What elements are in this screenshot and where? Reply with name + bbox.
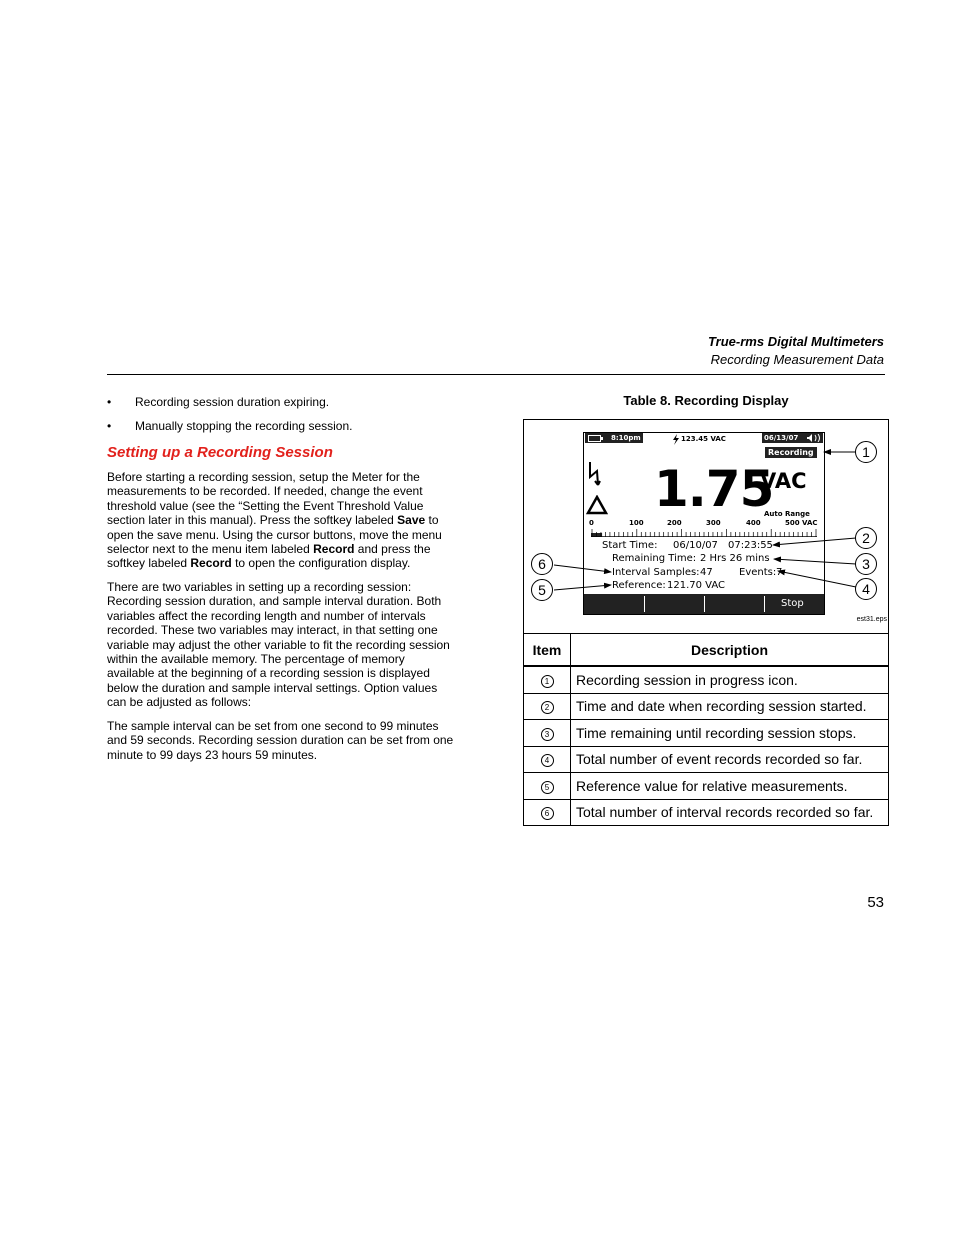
table-row: [524, 720, 889, 747]
description-cell: Time remaining until recording session stops.: [571, 720, 889, 747]
interval-samples-label: Interval Samples:: [612, 567, 700, 578]
description-cell: Time and date when recording session started.: [571, 693, 889, 720]
input-voltage-readout: 123.45 VAC: [681, 435, 726, 443]
text-run: section later in this manual). Press the softkey labeled: [107, 513, 398, 528]
paragraph-setup: [107, 470, 469, 571]
callout-3: 3: [855, 553, 877, 575]
events-label: Events:: [739, 567, 777, 578]
item-number: 6: [541, 807, 554, 820]
text-line: minute to 99 days 23 hours 59 minutes.: [107, 747, 318, 762]
scale-tick-label: 500 VAC: [785, 519, 818, 527]
table-row: [524, 799, 889, 826]
column-header-item: Item: [524, 634, 571, 667]
text-line: measurements to be recorded. If needed, change the event: [107, 484, 423, 499]
text-line: Before starting a recording session, setup the Meter for the: [107, 470, 420, 484]
text-line: recorded. These two variables may interact, in that setting one: [107, 623, 438, 638]
scale-tick-label: 400: [746, 519, 761, 527]
text-line: There are two variables in setting up a recording session:: [107, 580, 412, 594]
item-number: 5: [541, 781, 554, 794]
start-time-label: Start Time:: [602, 540, 658, 551]
softkey-stop-label: Stop: [781, 598, 804, 609]
callout-leaders: [523, 419, 889, 633]
item-number: 3: [541, 728, 554, 741]
text-line: and 59 seconds. Recording session duration can be set from one: [107, 733, 454, 748]
start-clock-value: 07:23:55: [728, 540, 773, 551]
reference-value: 121.70 VAC: [667, 580, 726, 591]
softkey-name-record: Record: [190, 556, 232, 571]
callout-4: 4: [855, 578, 877, 600]
text-run: softkey labeled: [107, 556, 191, 571]
leader-line-5: [554, 585, 611, 590]
section-heading: Setting up a Recording Session: [107, 444, 333, 461]
text-line: variable may adjust the other variable to fit the recording session: [107, 637, 450, 652]
callout-5: 5: [531, 579, 553, 601]
text-run: to open the configuration display.: [231, 556, 411, 571]
description-cell: Total number of interval records recorded so far.: [571, 799, 889, 826]
table-row: [524, 693, 889, 720]
item-number: 2: [541, 701, 554, 714]
figure-id: est31.eps: [856, 616, 887, 623]
bullet-mark: •: [107, 419, 112, 433]
callout-1: 1: [855, 441, 877, 463]
softkey-name-save: Save: [397, 513, 426, 528]
text-run: and press the: [354, 542, 431, 557]
text-line: [107, 556, 469, 570]
main-reading-unit: VAC: [760, 469, 807, 493]
paragraph-options: [107, 719, 469, 762]
paragraph-variables: [107, 580, 469, 710]
text-line: within the available memory. The percentage of memory: [107, 652, 405, 667]
bullet-text: Recording session duration expiring.: [135, 395, 330, 409]
menu-item-name-record: Record: [313, 542, 355, 557]
leader-line-6: [554, 565, 611, 572]
table-header-row: [524, 634, 889, 667]
text-line: open the save menu. Using the cursor buttons, move the menu: [107, 527, 442, 542]
table-row: [524, 773, 889, 800]
remaining-time-value: 2 Hrs 26 mins: [700, 553, 770, 564]
date-readout: 06/13/07: [764, 434, 799, 442]
start-date-value: 06/10/07: [673, 540, 718, 551]
callout-6: 6: [531, 553, 553, 575]
text-run: to: [425, 513, 439, 528]
text-line: can be adjusted as follows:: [107, 695, 252, 710]
item-number: 4: [541, 754, 554, 767]
table-caption: Table 8. Recording Display: [623, 393, 789, 408]
item-cell: [524, 799, 571, 826]
table-row: [524, 746, 889, 773]
main-reading: 1.75: [654, 460, 774, 518]
scale-tick-label: 200: [667, 519, 682, 527]
text-line: Recording session duration, and sample interval duration. Both: [107, 594, 442, 609]
table-row: [524, 666, 889, 693]
scale-tick-label: 100: [629, 519, 644, 527]
reference-label: Reference:: [612, 580, 666, 591]
recording-display-table: [523, 633, 889, 826]
text-line: The sample interval can be set from one second to 99 minutes: [107, 719, 439, 733]
auto-range-label: Auto Range: [764, 510, 810, 518]
clock-readout: 8:10pm: [611, 434, 641, 442]
item-cell: [524, 773, 571, 800]
scale-tick-label: 300: [706, 519, 721, 527]
leader-line-2: [773, 538, 856, 545]
remaining-time-label: Remaining Time:: [612, 553, 697, 564]
interval-samples-value: 47: [700, 567, 713, 578]
header-rule: [107, 374, 885, 375]
leader-line-3: [774, 559, 856, 564]
running-header-subtitle: Recording Measurement Data: [710, 352, 884, 367]
description-cell: Total number of event records recorded so far.: [571, 746, 889, 773]
events-value: 7: [776, 567, 783, 578]
callout-2: 2: [855, 527, 877, 549]
recording-icon: Recording: [765, 447, 817, 458]
text-line: [107, 513, 469, 527]
text-line: [107, 542, 469, 556]
text-line: available at the beginning of a recording session is displayed: [107, 666, 430, 681]
column-header-description: Description: [571, 634, 889, 667]
bullet-mark: •: [107, 395, 112, 409]
running-header-title: True-rms Digital Multimeters: [707, 334, 884, 349]
leader-line-4: [778, 571, 856, 587]
text-run: selector next to the menu item labeled: [107, 542, 314, 557]
description-cell: Reference value for relative measurements.: [571, 773, 889, 800]
item-cell: [524, 693, 571, 720]
bullet-text: Manually stopping the recording session.: [135, 419, 353, 433]
text-line: variables affect the recording length and number of intervals: [107, 608, 426, 623]
page-number: 53: [867, 894, 884, 911]
item-cell: [524, 720, 571, 747]
text-line: below the duration and sample interval settings. Option values: [107, 680, 438, 695]
text-line: threshold value (see the “Setting the Event Threshold Value: [107, 498, 424, 513]
item-cell: [524, 666, 571, 693]
description-cell: Recording session in progress icon.: [571, 666, 889, 693]
scale-tick-label: 0: [589, 519, 594, 527]
item-number: 1: [541, 675, 554, 688]
item-cell: [524, 746, 571, 773]
